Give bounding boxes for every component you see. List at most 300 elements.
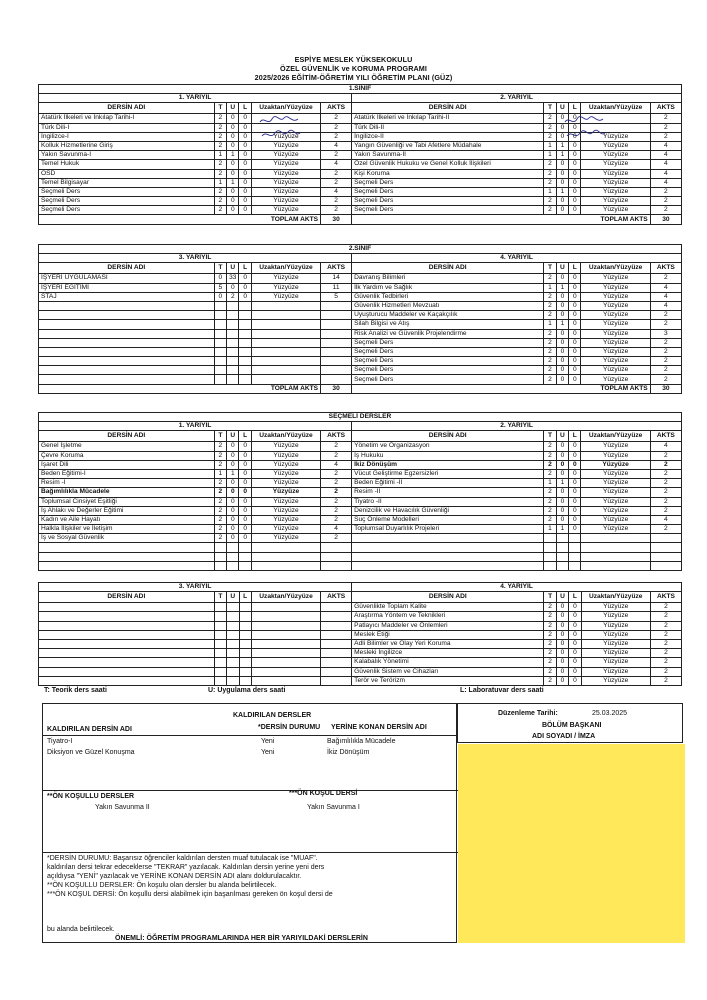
right-delivery-mode: Yüzyüze [581, 488, 650, 497]
right-u-hours: 0 [556, 658, 568, 667]
right-u-hours: 0 [556, 451, 568, 460]
right-delivery-mode: Yüzyüze [581, 460, 650, 469]
right-delivery-mode: Yüzyüze [581, 132, 650, 141]
right-l-hours: 0 [569, 178, 581, 187]
left-t-hours: 2 [214, 442, 226, 451]
right-akts-credits: 2 [650, 676, 681, 685]
left-l-hours: 0 [239, 274, 251, 283]
right-t-hours: 2 [544, 667, 556, 676]
right-akts-credits: 2 [650, 311, 681, 320]
left-course-name [39, 676, 215, 685]
left-u-hours [227, 347, 239, 356]
right-t-hours: 2 [544, 460, 556, 469]
class2-title: 2.SINIF [39, 245, 682, 254]
left-delivery-mode [251, 621, 320, 630]
right-course-name: Seçmeli Ders [352, 347, 544, 356]
left-t-hours [214, 639, 226, 648]
right-t-hours: 2 [544, 160, 556, 169]
right-akts-credits: 2 [650, 506, 681, 515]
left-l-hours [239, 561, 251, 570]
removed-col-replacement: YERİNE KONAN DERSİN ADI [331, 724, 427, 731]
table-row [39, 621, 682, 630]
left-delivery-mode [251, 649, 320, 658]
left-course-name: Yakın Savunma-I [39, 151, 215, 160]
right-delivery-mode: Yüzyüze [581, 649, 650, 658]
left-l-hours: 0 [239, 451, 251, 460]
table-row [39, 506, 682, 515]
table-row [39, 274, 682, 283]
left-t-hours: 2 [214, 197, 226, 206]
right-course-name: Atatürk İlkeleri ve İnkılap Tarihi-II [352, 114, 544, 123]
right-course-name [352, 543, 544, 552]
legend-practice: U: Uygulama ders saati [208, 687, 286, 694]
left-l-hours [239, 658, 251, 667]
left-delivery-mode: Yüzyüze [251, 141, 320, 150]
right-course-name: Seçmeli Ders [352, 178, 544, 187]
semester3-title: 3. YARIYIL [39, 254, 352, 263]
note-6: bu alanda belirtilecek. [47, 926, 115, 933]
right-u-hours: 0 [556, 206, 568, 215]
note-4: **ÖN KOŞULLU DERSLER: Ön koşulu olan dersler bu alanda belirtilecek. [47, 882, 277, 889]
table-row [39, 552, 682, 561]
right-l-hours: 0 [569, 160, 581, 169]
right-l-hours: 0 [569, 621, 581, 630]
left-l-hours [239, 649, 251, 658]
right-akts-credits: 4 [650, 169, 681, 178]
right-course-name: Terör ve Terörizm [352, 676, 544, 685]
col-t: T [214, 592, 226, 603]
left-course-name: Resim -I [39, 479, 215, 488]
elective-semester4-title: 4. YARIYIL [352, 583, 682, 592]
right-l-hours: 0 [569, 329, 581, 338]
right-akts-credits: 2 [650, 612, 681, 621]
right-u-hours: 0 [556, 630, 568, 639]
right-akts-credits: 4 [650, 151, 681, 160]
class2-table [38, 244, 682, 394]
right-akts-credits: 2 [650, 114, 681, 123]
left-t-hours [214, 612, 226, 621]
left-t-hours: 2 [214, 141, 226, 150]
right-t-hours: 2 [544, 676, 556, 685]
left-delivery-mode: Yüzyüze [251, 497, 320, 506]
right-course-name: Seçmeli Ders [352, 357, 544, 366]
right-l-hours [569, 543, 581, 552]
right-u-hours: 0 [556, 506, 568, 515]
right-t-hours: 2 [544, 451, 556, 460]
left-akts-credits [321, 603, 352, 612]
right-course-name: Mesleki İngilizce [352, 649, 544, 658]
total-akts-sem4: 30 [650, 384, 681, 393]
col-t: T [214, 103, 226, 114]
right-delivery-mode [581, 552, 650, 561]
approval-panel [457, 703, 683, 743]
right-akts-credits: 4 [650, 442, 681, 451]
table-row [39, 469, 682, 478]
left-l-hours: 0 [239, 169, 251, 178]
left-u-hours: 0 [227, 506, 239, 515]
right-akts-credits: 2 [650, 479, 681, 488]
left-course-name: Seçmeli Ders [39, 197, 215, 206]
right-t-hours: 2 [544, 178, 556, 187]
left-course-name: OSD [39, 169, 215, 178]
right-u-hours: 0 [556, 311, 568, 320]
left-u-hours [227, 603, 239, 612]
right-l-hours: 0 [569, 274, 581, 283]
left-t-hours: 2 [214, 497, 226, 506]
removed-title: KALDIRILAN DERSLER [233, 712, 312, 719]
left-course-name [39, 658, 215, 667]
left-akts-credits: 2 [321, 169, 352, 178]
right-akts-credits: 2 [650, 497, 681, 506]
left-t-hours: 2 [214, 206, 226, 215]
left-course-name: İşaret Dili [39, 460, 215, 469]
col-akts: AKTS [650, 431, 681, 442]
left-l-hours [239, 612, 251, 621]
col-mode: Uzaktan/Yüzyüze [581, 263, 650, 274]
right-l-hours: 0 [569, 347, 581, 356]
right-akts-credits: 2 [650, 274, 681, 283]
right-u-hours: 0 [556, 301, 568, 310]
left-delivery-mode [251, 603, 320, 612]
removed-row-2-course: Diksiyon ve Güzel Konuşma [47, 749, 135, 756]
left-u-hours [227, 320, 239, 329]
left-l-hours: 0 [239, 488, 251, 497]
col-l: L [239, 103, 251, 114]
left-course-name [39, 639, 215, 648]
left-delivery-mode: Yüzyüze [251, 160, 320, 169]
col-akts: AKTS [321, 263, 352, 274]
left-course-name [39, 552, 215, 561]
right-u-hours: 0 [556, 114, 568, 123]
col-u: U [227, 263, 239, 274]
left-course-name [39, 357, 215, 366]
right-u-hours [556, 534, 568, 543]
left-l-hours [239, 552, 251, 561]
right-course-name: Araştırma Yöntem ve Teknikleri [352, 612, 544, 621]
right-l-hours: 0 [569, 320, 581, 329]
right-delivery-mode: Yüzyüze [581, 283, 650, 292]
total-akts-sem1: 30 [321, 215, 352, 224]
right-l-hours: 0 [569, 366, 581, 375]
right-l-hours [569, 561, 581, 570]
left-l-hours: 0 [239, 123, 251, 132]
left-u-hours [227, 543, 239, 552]
left-course-name [39, 621, 215, 630]
left-u-hours [227, 311, 239, 320]
right-course-name: İş Hukuku [352, 451, 544, 460]
left-u-hours [227, 667, 239, 676]
left-u-hours: 2 [227, 292, 239, 301]
right-delivery-mode: Yüzyüze [581, 621, 650, 630]
removed-row-1-status: Yeni [261, 738, 275, 745]
left-l-hours [239, 621, 251, 630]
col-course: DERSİN ADI [39, 263, 215, 274]
total-akts-sem3: 30 [321, 384, 352, 393]
left-l-hours: 0 [239, 506, 251, 515]
left-akts-credits [321, 301, 352, 310]
left-t-hours: 5 [214, 283, 226, 292]
right-l-hours: 0 [569, 301, 581, 310]
right-l-hours: 0 [569, 515, 581, 524]
right-t-hours: 2 [544, 658, 556, 667]
col-l: L [569, 431, 581, 442]
right-t-hours [544, 552, 556, 561]
right-l-hours: 0 [569, 630, 581, 639]
left-delivery-mode: Yüzyüze [251, 469, 320, 478]
left-delivery-mode [251, 658, 320, 667]
right-l-hours: 0 [569, 357, 581, 366]
right-l-hours: 0 [569, 338, 581, 347]
col-akts: AKTS [650, 592, 681, 603]
table-row [39, 197, 682, 206]
left-u-hours [227, 676, 239, 685]
table-row [39, 612, 682, 621]
right-l-hours: 0 [569, 469, 581, 478]
right-akts-credits [650, 534, 681, 543]
right-u-hours: 0 [556, 469, 568, 478]
left-l-hours: 0 [239, 460, 251, 469]
left-delivery-mode [251, 667, 320, 676]
left-delivery-mode: Yüzyüze [251, 283, 320, 292]
table-row [39, 488, 682, 497]
right-course-name: Güvenlik Sistem ve Cihazları [352, 667, 544, 676]
right-t-hours: 2 [544, 603, 556, 612]
left-course-name [39, 649, 215, 658]
date-label: Düzenleme Tarihi: [498, 710, 558, 717]
right-u-hours: 0 [556, 197, 568, 206]
right-course-name: Vücut Geliştirme Egzersizleri [352, 469, 544, 478]
col-l: L [239, 592, 251, 603]
note-important: ÖNEMLİ: ÖĞRETİM PROGRAMLARINDA HER BİR YARIYILDAKİ DERSLERİN [115, 935, 368, 942]
note-3: açıldıysa "YENİ" yazılacak ve YERİNE KONAN DERSİN ADI alanı doldurulacaktır. [47, 873, 302, 880]
left-u-hours [227, 649, 239, 658]
left-l-hours: 0 [239, 160, 251, 169]
left-akts-credits: 2 [321, 469, 352, 478]
left-u-hours: 0 [227, 141, 239, 150]
left-u-hours: 0 [227, 479, 239, 488]
left-u-hours [227, 639, 239, 648]
left-akts-credits: 2 [321, 178, 352, 187]
right-l-hours: 0 [569, 667, 581, 676]
left-u-hours [227, 621, 239, 630]
right-akts-credits: 4 [650, 141, 681, 150]
right-u-hours: 0 [556, 442, 568, 451]
semester1-title: 1. YARIYIL [39, 94, 352, 103]
right-course-name: Türk Dili-II [352, 123, 544, 132]
right-l-hours: 0 [569, 497, 581, 506]
table-row [39, 525, 682, 534]
right-l-hours: 0 [569, 123, 581, 132]
semester4-title: 4. YARIYIL [352, 254, 682, 263]
left-akts-credits: 4 [321, 141, 352, 150]
right-t-hours: 2 [544, 114, 556, 123]
left-akts-credits: 2 [321, 506, 352, 515]
table-row [39, 375, 682, 384]
right-l-hours: 0 [569, 141, 581, 150]
right-t-hours: 1 [544, 479, 556, 488]
left-course-name [39, 603, 215, 612]
left-delivery-mode: Yüzyüze [251, 187, 320, 196]
col-course: DERSİN ADI [39, 103, 215, 114]
right-akts-credits: 2 [650, 366, 681, 375]
left-u-hours [227, 561, 239, 570]
left-delivery-mode [251, 639, 320, 648]
col-l: L [569, 103, 581, 114]
right-l-hours: 0 [569, 479, 581, 488]
right-course-name: Seçmeli Ders [352, 206, 544, 215]
right-akts-credits: 2 [650, 197, 681, 206]
left-akts-credits [321, 357, 352, 366]
left-course-name [39, 347, 215, 356]
right-course-name: Davranış Bilimleri [352, 274, 544, 283]
right-t-hours: 2 [544, 639, 556, 648]
left-u-hours [227, 301, 239, 310]
right-l-hours: 0 [569, 442, 581, 451]
left-u-hours: 0 [227, 525, 239, 534]
left-course-name: Kadın ve Aile Hayatı [39, 515, 215, 524]
left-akts-credits: 2 [321, 534, 352, 543]
right-l-hours: 0 [569, 658, 581, 667]
left-akts-credits [321, 621, 352, 630]
right-akts-credits [650, 561, 681, 570]
right-akts-credits: 4 [650, 292, 681, 301]
left-l-hours: 0 [239, 469, 251, 478]
left-akts-credits: 2 [321, 515, 352, 524]
plan-title: 2025/2026 EĞİTİM-ÖĞRETİM YILI ÖĞRETİM PLANI (GÜZ) [254, 73, 453, 82]
right-akts-credits: 2 [650, 132, 681, 141]
left-u-hours: 0 [227, 283, 239, 292]
right-t-hours [544, 543, 556, 552]
left-akts-credits [321, 639, 352, 648]
left-akts-credits: 2 [321, 114, 352, 123]
right-l-hours: 0 [569, 603, 581, 612]
left-u-hours: 0 [227, 488, 239, 497]
col-mode: Uzaktan/Yüzyüze [251, 103, 320, 114]
table-row [39, 515, 682, 524]
right-delivery-mode: Yüzyüze [581, 612, 650, 621]
col-mode: Uzaktan/Yüzyüze [581, 431, 650, 442]
right-delivery-mode: Yüzyüze [581, 311, 650, 320]
right-delivery-mode: Yüzyüze [581, 197, 650, 206]
total-akts-sem2: 30 [650, 215, 681, 224]
right-t-hours: 2 [544, 132, 556, 141]
left-akts-credits: 2 [321, 451, 352, 460]
right-course-name: Güvenlik Hizmetleri Mevzuatı [352, 301, 544, 310]
left-t-hours [214, 667, 226, 676]
table-row [39, 442, 682, 451]
right-akts-credits: 2 [650, 460, 681, 469]
right-akts-credits: 2 [650, 320, 681, 329]
left-u-hours: 0 [227, 442, 239, 451]
left-course-name: İngilizce-I [39, 132, 215, 141]
left-course-name: Genel İşletme [39, 442, 215, 451]
right-u-hours: 0 [556, 357, 568, 366]
left-u-hours: 0 [227, 460, 239, 469]
left-l-hours [239, 676, 251, 685]
left-course-name: STAJ [39, 292, 215, 301]
left-akts-credits: 2 [321, 488, 352, 497]
left-t-hours: 2 [214, 114, 226, 123]
left-akts-credits [321, 543, 352, 552]
right-t-hours: 2 [544, 357, 556, 366]
legend-theory: T: Teorik ders saati [44, 687, 107, 694]
note-2: kaldırılan dersi tekrar edeceklerse "TEKRAR" yazılacak. Kaldırılan dersin yerine yeni ders [47, 864, 325, 871]
left-akts-credits: 4 [321, 525, 352, 534]
left-akts-credits: 2 [321, 497, 352, 506]
electives-title: SEÇMELİ DERSLER [39, 413, 682, 422]
right-akts-credits: 3 [650, 329, 681, 338]
right-delivery-mode: Yüzyüze [581, 292, 650, 301]
table-row [39, 283, 682, 292]
right-delivery-mode: Yüzyüze [581, 676, 650, 685]
left-course-name: İŞYERİ EĞİTİMİ [39, 283, 215, 292]
right-akts-credits: 2 [650, 488, 681, 497]
left-t-hours: 2 [214, 160, 226, 169]
left-t-hours [214, 649, 226, 658]
right-delivery-mode: Yüzyüze [581, 178, 650, 187]
left-akts-credits [321, 311, 352, 320]
right-u-hours: 1 [556, 151, 568, 160]
right-u-hours: 0 [556, 160, 568, 169]
col-mode: Uzaktan/Yüzyüze [251, 431, 320, 442]
table-row [39, 366, 682, 375]
right-course-name: Seçmeli Ders [352, 375, 544, 384]
left-t-hours: 2 [214, 515, 226, 524]
right-course-name: Risk Analizi ve Güvenlik Projelendirme [352, 329, 544, 338]
left-course-name [39, 329, 215, 338]
left-delivery-mode: Yüzyüze [251, 488, 320, 497]
class1-title: 1.SINIF [39, 85, 682, 94]
elective-semester1-title: 1. YARIYIL [39, 422, 352, 431]
right-akts-credits: 2 [650, 658, 681, 667]
right-u-hours: 0 [556, 667, 568, 676]
right-u-hours: 0 [556, 338, 568, 347]
left-l-hours: 0 [239, 141, 251, 150]
left-u-hours: 0 [227, 132, 239, 141]
right-l-hours: 0 [569, 283, 581, 292]
left-delivery-mode: Yüzyüze [251, 132, 320, 141]
right-akts-credits: 2 [650, 630, 681, 639]
left-course-name [39, 667, 215, 676]
right-u-hours: 0 [556, 621, 568, 630]
right-akts-credits: 2 [650, 639, 681, 648]
right-l-hours: 0 [569, 311, 581, 320]
right-u-hours: 0 [556, 375, 568, 384]
left-t-hours: 1 [214, 469, 226, 478]
right-delivery-mode: Yüzyüze [581, 141, 650, 150]
left-delivery-mode [251, 676, 320, 685]
left-l-hours: 0 [239, 534, 251, 543]
left-u-hours [227, 357, 239, 366]
right-delivery-mode: Yüzyüze [581, 169, 650, 178]
left-u-hours: 0 [227, 169, 239, 178]
left-akts-credits: 2 [321, 197, 352, 206]
table-row [39, 649, 682, 658]
left-l-hours [239, 603, 251, 612]
right-delivery-mode [581, 534, 650, 543]
left-akts-credits [321, 347, 352, 356]
table-row [39, 451, 682, 460]
col-l: L [569, 592, 581, 603]
right-course-name: Beden Eğitimi -II [352, 479, 544, 488]
right-course-name: Seçmeli Ders [352, 197, 544, 206]
total-label: TOPLAM AKTS [39, 384, 321, 393]
left-t-hours [214, 375, 226, 384]
left-t-hours: 1 [214, 151, 226, 160]
col-akts: AKTS [321, 431, 352, 442]
right-u-hours: 0 [556, 132, 568, 141]
left-l-hours [239, 357, 251, 366]
